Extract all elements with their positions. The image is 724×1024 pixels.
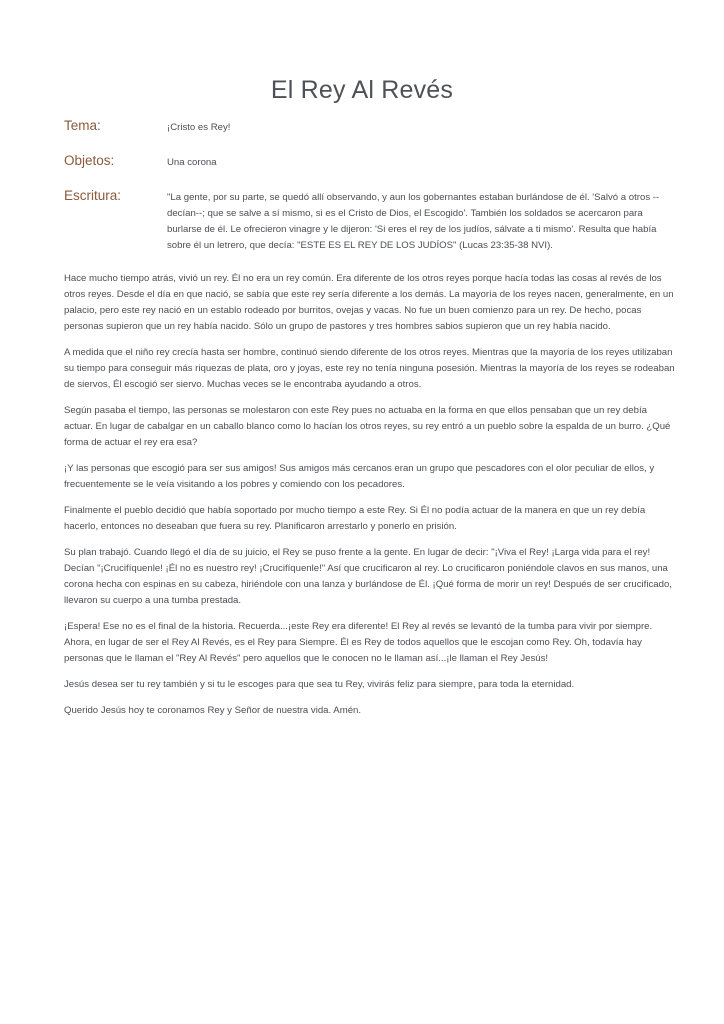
paragraph: Jesús desea ser tu rey también y si tu le escoges para que sea tu Rey, vivirás feliz para siempre, para toda la eternidad. [64,679,575,690]
page-title: El Rey Al Revés [270,76,454,104]
paragraph: Su plan trabajó. Cuando llegó el día de su juicio, el Rey se puso frente a la gente. En lugar de decir: "¡Viva el Rey! ¡Larga vida para el rey! Decían "¡Crucifíquenle! ¡Él no es nuestro rey! ¡Crucifíquenle!" Así que crucificaron al rey. Lo crucificaron poniéndole clavos en sus manos, una corona hecha con espinas en su cabeza, hiriéndole con una lanza y burlándose de Él. ¡Qué forma de morir un rey! Después de ser crucificado, llevaron su cuerpo a una tumba prestada. [64,547,672,606]
paragraph: Querido Jesús hoy te coronamos Rey y Señor de nuestra vida. Amén. [64,705,362,716]
tema-label: Tema: [64,118,101,133]
tema-value: ¡Cristo es Rey! [167,122,231,133]
paragraph: A medida que el niño rey crecía hasta ser hombre, continuó siendo diferente de los otros reyes. Mientras que la mayoría de los reyes utilizaban su tiempo para conseguir más riquezas de plata, oro y joyas, este rey no tenía ninguna posesión. Mientras la mayoría de los reyes se rodeaban de siervos, Él escogió ser siervo. Muchas veces se le encontraba ayudando a otros. [64,347,675,390]
paragraph: Según pasaba el tiempo, las personas se molestaron con este Rey pues no actuaba en la forma en que ellos pensaban que un rey debía actuar. En lugar de cabalgar en un caballo blanco como lo hacían los otros reyes, su rey entró a un pueblo sobre la espalda de un burro. ¿Qué forma de actuar el rey era esa? [64,405,671,448]
paragraph: Finalmente el pueblo decidió que había soportado por mucho tiempo a este Rey. Si Él no podía actuar de la manera en que un rey debía hacerlo, entonces no deseaban que fuera su rey. Planificaron arrestarlo y ponerlo en prisión. [64,505,646,532]
objetos-label: Objetos: [64,153,115,168]
objetos-value: Una corona [167,157,217,168]
paragraph: Hace mucho tiempo atrás, vivió un rey. Él no era un rey común. Era diferente de los otros reyes porque hacía todas las cosas al revés de los otros reyes. Desde el día en que nació, se sabía que este rey sería diferente a los demás. La mayoría de los reyes nacen, generalmente, en un palacio, pero este rey nació en un establo rodeado por burritos, ovejas y vacas. No fue un buen comienzo para un rey. De hecho, pocas personas supieron que un rey había nacido. Sólo un grupo de pastores y tres hombres sabios supieron que un rey había nacido. [64,273,674,332]
escritura-label: Escritura: [64,188,122,203]
paragraph: ¡Espera! Ese no es el final de la historia. Recuerda...¡este Rey era diferente! El Rey al revés se levantó de la tumba para vivir por siempre. Ahora, en lugar de ser el Rey Al Revés, es el Rey para Siempre. Él es Rey de todos aquellos que le escojan como Rey. Oh, todavía hay personas que le llaman el "Rey Al Revés" pero aquellos que le conocen no le llaman así...¡le llaman el Rey Jesús! [64,621,653,664]
paragraph: ¡Y las personas que escogió para ser sus amigos! Sus amigos más cercanos eran un grupo que pescadores con el olor peculiar de ellos, y frecuentemente se le veía visitando a los pobres y comiendo con los pecadores. [64,463,655,490]
escritura-value: "La gente, por su parte, se quedó allí observando, y aun los gobernantes estaban burlándose de él. 'Salvó a otros --decían--; que se salve a sí mismo, si es el Cristo de Dios, el Escogido'. También los soldados se acercaron para burlarse de él. Le ofrecieron vinagre y le dijeron: 'Si eres el rey de los judíos, sálvate a ti mismo'. Resulta que había sobre él un letrero, que decía: "ESTE ES EL REY DE LOS JUDÍOS" (Lucas 23:35-38 NVI). [167,192,660,251]
story-body [64,271,676,729]
